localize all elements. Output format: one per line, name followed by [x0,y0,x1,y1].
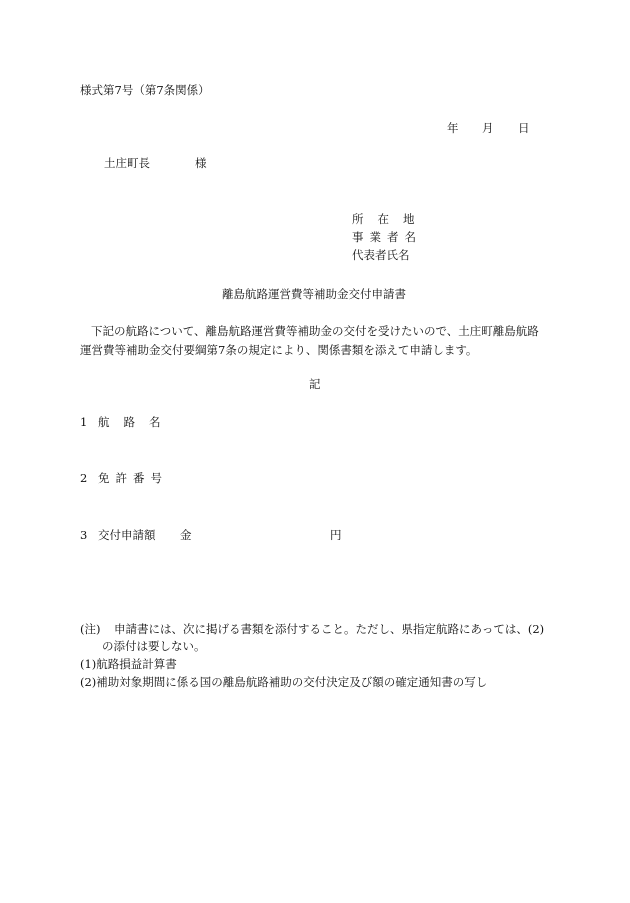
body-paragraph [80,322,560,360]
item-3-label: 交付申請額 [98,528,156,542]
item-1-number: 1 [80,415,88,429]
item-3-prefix: 金 [180,528,192,542]
notes-label: (注) [80,622,101,636]
item-3-unit: 円 [330,528,342,542]
notes-text-line-2: の添付は要しない。 [102,639,206,653]
item-2-number: 2 [80,471,88,485]
representative-label: 代表者氏名 [352,248,410,262]
notes-text-line-1: 申請書には、次に掲げる書類を添付すること。ただし、県指定航路にあっては、(2) [114,622,545,636]
date-month-label: 月 [482,121,494,135]
addressee-name: 土庄町長 [104,156,150,170]
notes-list-item-1: (1)航路損益計算書 [80,657,177,671]
notes-list-item-2: (2)補助対象期間に係る国の離島航路補助の交付決定及び額の確定通知書の写し [80,675,488,689]
item-1-label: 航路名 [98,415,175,429]
ki-marker: 記 [309,377,321,391]
form-number: 様式第7号（第7条関係） [80,83,210,97]
item-2-label: 免許番号 [98,471,168,485]
document-title: 離島航路運営費等補助金交付申請書 [222,287,406,301]
item-3-number: 3 [80,528,88,542]
business-name-label: 事業者名 [352,230,422,244]
body-line-2: 運営費等補助金交付要綱第7条の規定により、関係書類を添えて申請します。 [80,343,478,357]
addressee-honorific: 様 [195,156,207,170]
date-year-label: 年 [447,121,459,135]
date-day-label: 日 [518,121,530,135]
address-label: 所在地 [352,212,429,226]
body-line-1: 下記の航路について、離島航路運営費等補助金の交付を受けたいので、土庄町離島航路 [91,324,539,338]
